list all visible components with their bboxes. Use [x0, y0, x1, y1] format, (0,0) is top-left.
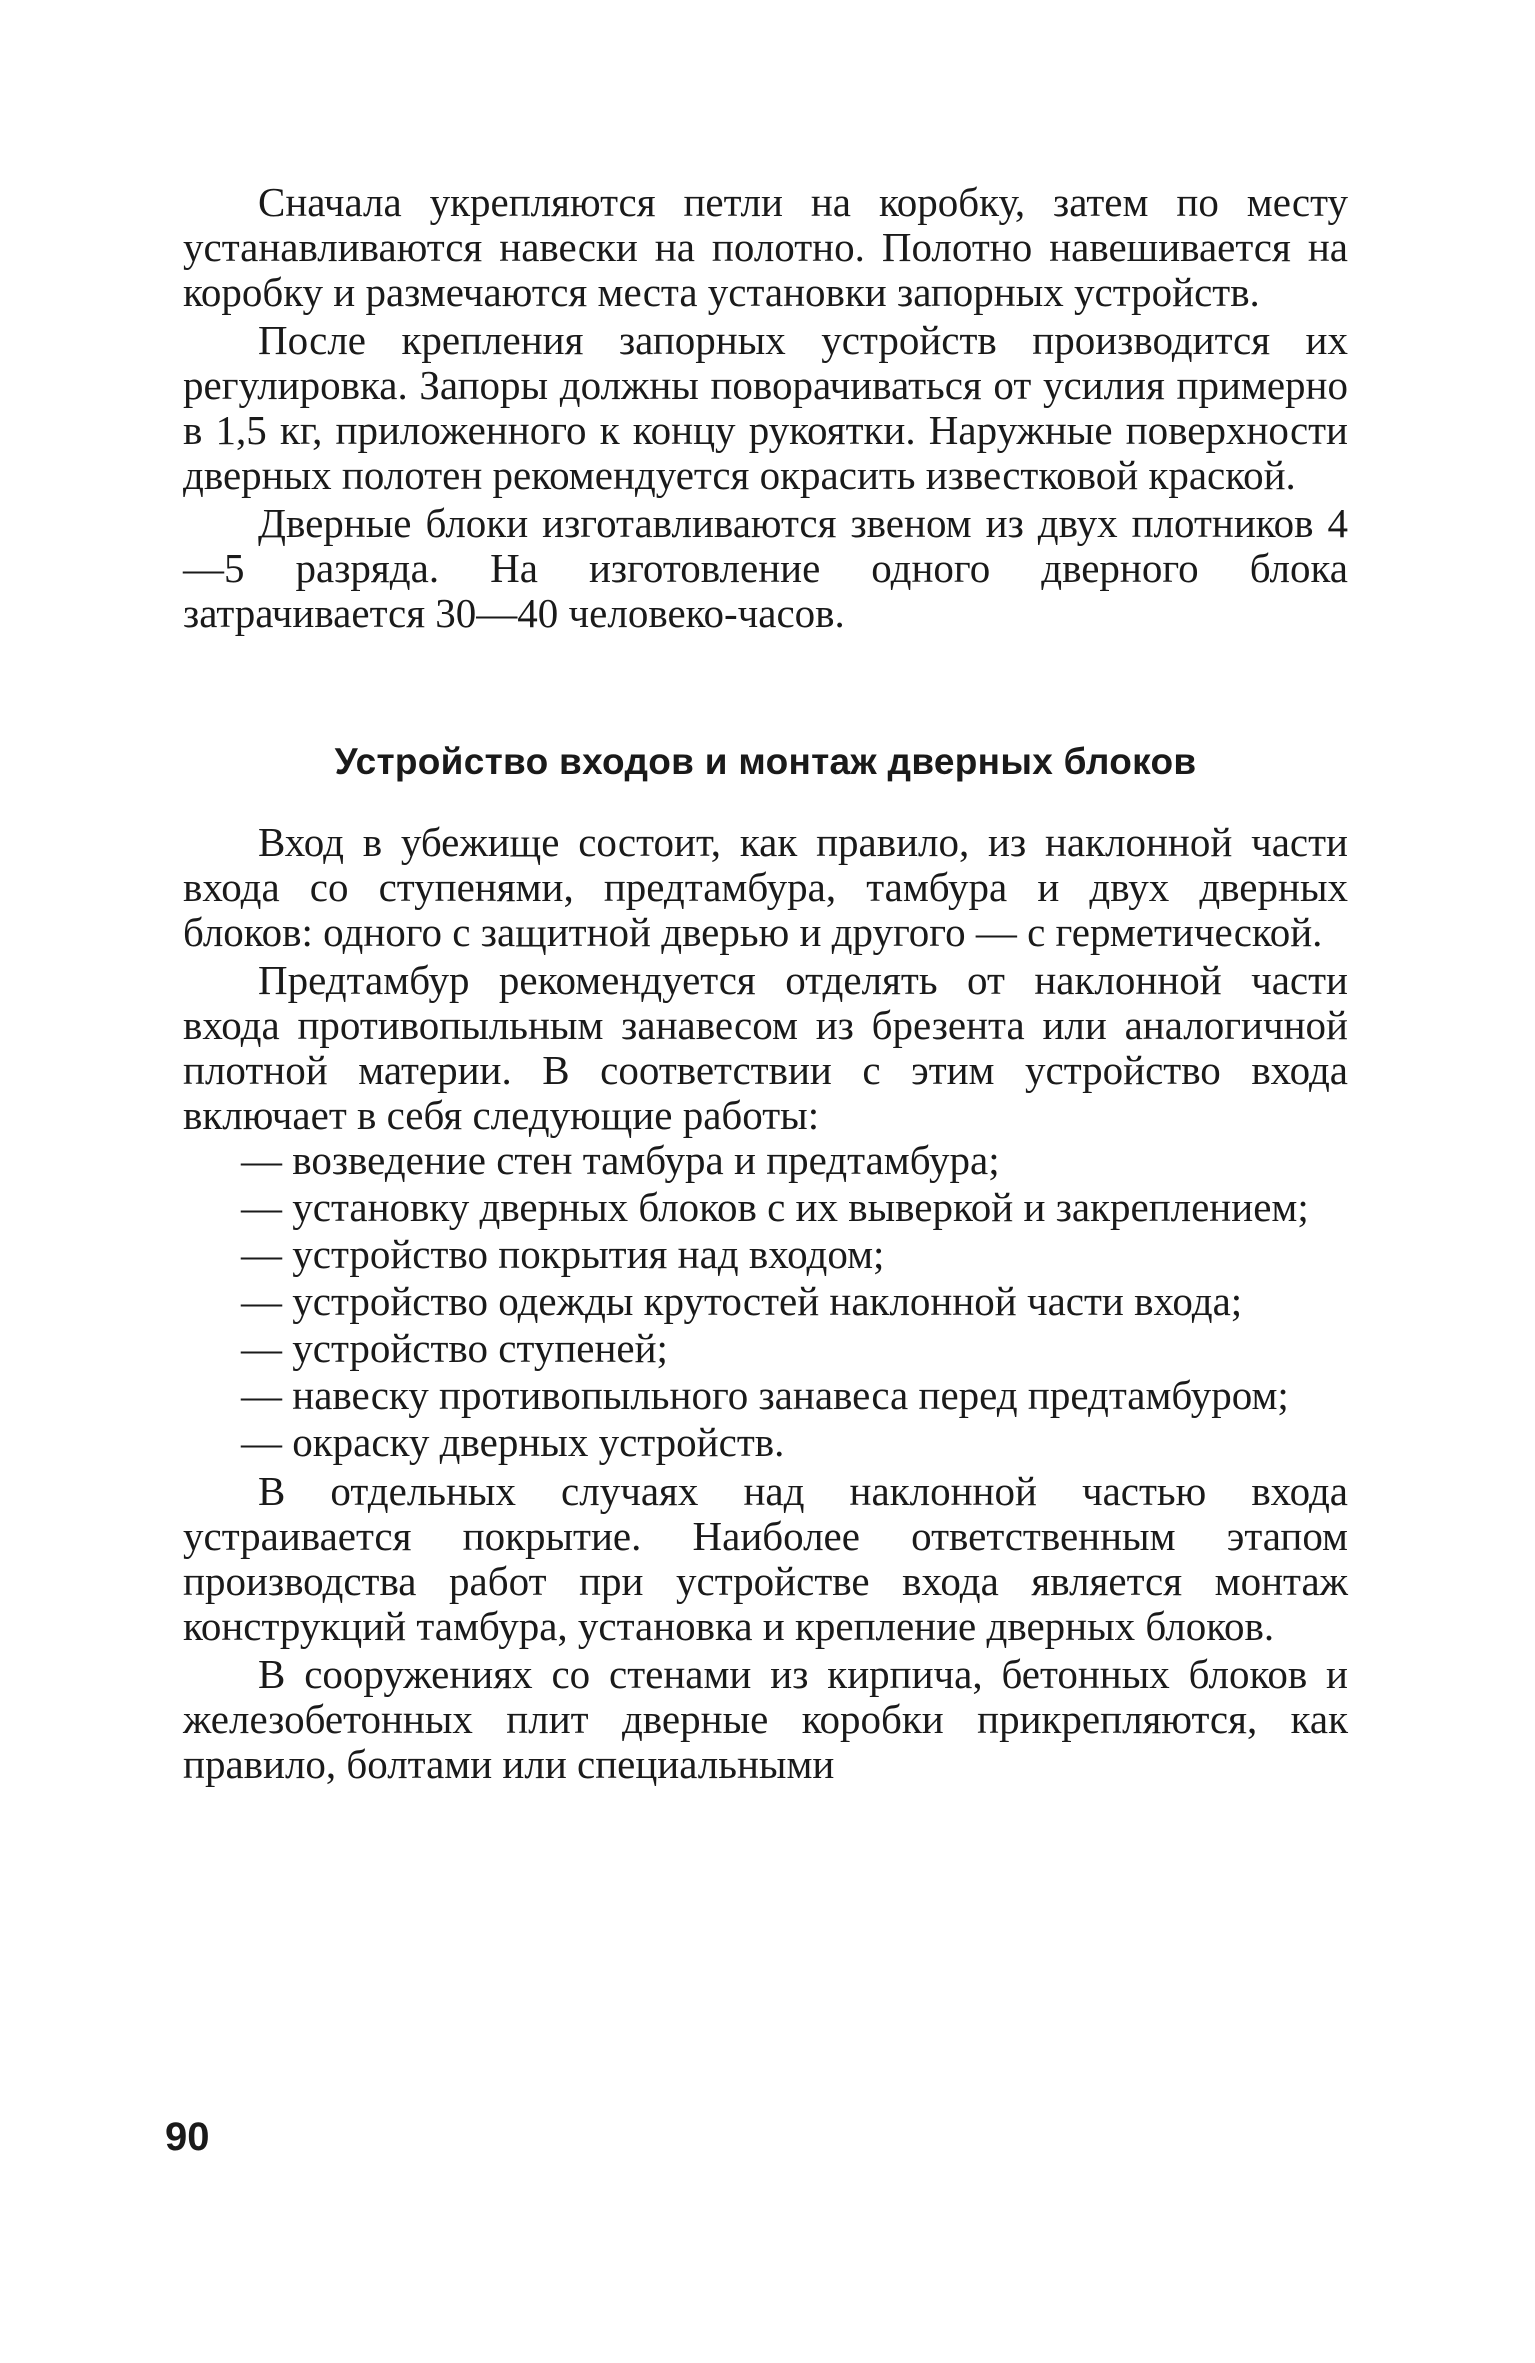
list-item: — навеску противопыльного занавеса перед предтамбуром;	[241, 1372, 1289, 1418]
paragraph-door-frames: В сооружениях со стенами из кирпича, бетонных блоков и железобетонных плит дверные коробки прикрепляются, как правило, болтами или специальными	[183, 1651, 1348, 1787]
list-item: — устройство одежды крутостей наклонной части входа;	[241, 1278, 1243, 1324]
list-item: — окраску дверных устройств.	[241, 1419, 785, 1465]
list-item: — устройство ступеней;	[241, 1325, 668, 1371]
list-item: — установку дверных блоков с их выверкой и закреплением;	[241, 1184, 1309, 1230]
paragraph-entrance-composition: Вход в убежище состоит, как правило, из наклонной части входа со ступенями, предтамбура, тамбура и двух дверных блоков: одного с защитной дверью и другого — с герметической.	[183, 819, 1348, 955]
section-heading: Устройство входов и монтаж дверных блоков	[334, 741, 1197, 782]
list-item: — возведение стен тамбура и предтамбура;	[241, 1137, 1000, 1183]
paragraph-covering: В отдельных случаях над наклонной частью входа устраивается покрытие. Наиболее ответственным этапом производства работ при устройстве входа является монтаж конструкций тамбура, установка и крепление дверных блоков.	[183, 1468, 1348, 1649]
list-item: — устройство покрытия над входом;	[241, 1231, 885, 1277]
paragraph-door-blocks-crew: Дверные блоки изготавливаются звеном из двух плотников 4—5 разряда. На изготовление одного дверного блока затрачивается 30—40 человеко-часов.	[183, 500, 1348, 636]
paragraph-hinges: Сначала укрепляются петли на коробку, затем по месту устанавливаются навески на полотно. Полотно навешивается на коробку и размечаются места установки запорных устройств.	[183, 179, 1348, 315]
paragraph-pre-vestibule: Предтамбур рекомендуется отделять от наклонной части входа противопыльным занавесом из брезента или аналогичной плотной материи. В соответствии с этим устройство входа включает в себя следующие работы:	[183, 957, 1348, 1138]
paragraph-locks-adjustment: После крепления запорных устройств производится их регулировка. Запоры должны поворачиваться от усилия примерно в 1,5 кг, приложенного к концу рукоятки. Наружные поверхности дверных полотен рекомендуется окрасить известковой краской.	[183, 317, 1348, 498]
page-body	[183, 180, 1348, 1787]
work-list	[183, 1138, 1348, 1465]
page-number: 90	[165, 2115, 210, 2159]
